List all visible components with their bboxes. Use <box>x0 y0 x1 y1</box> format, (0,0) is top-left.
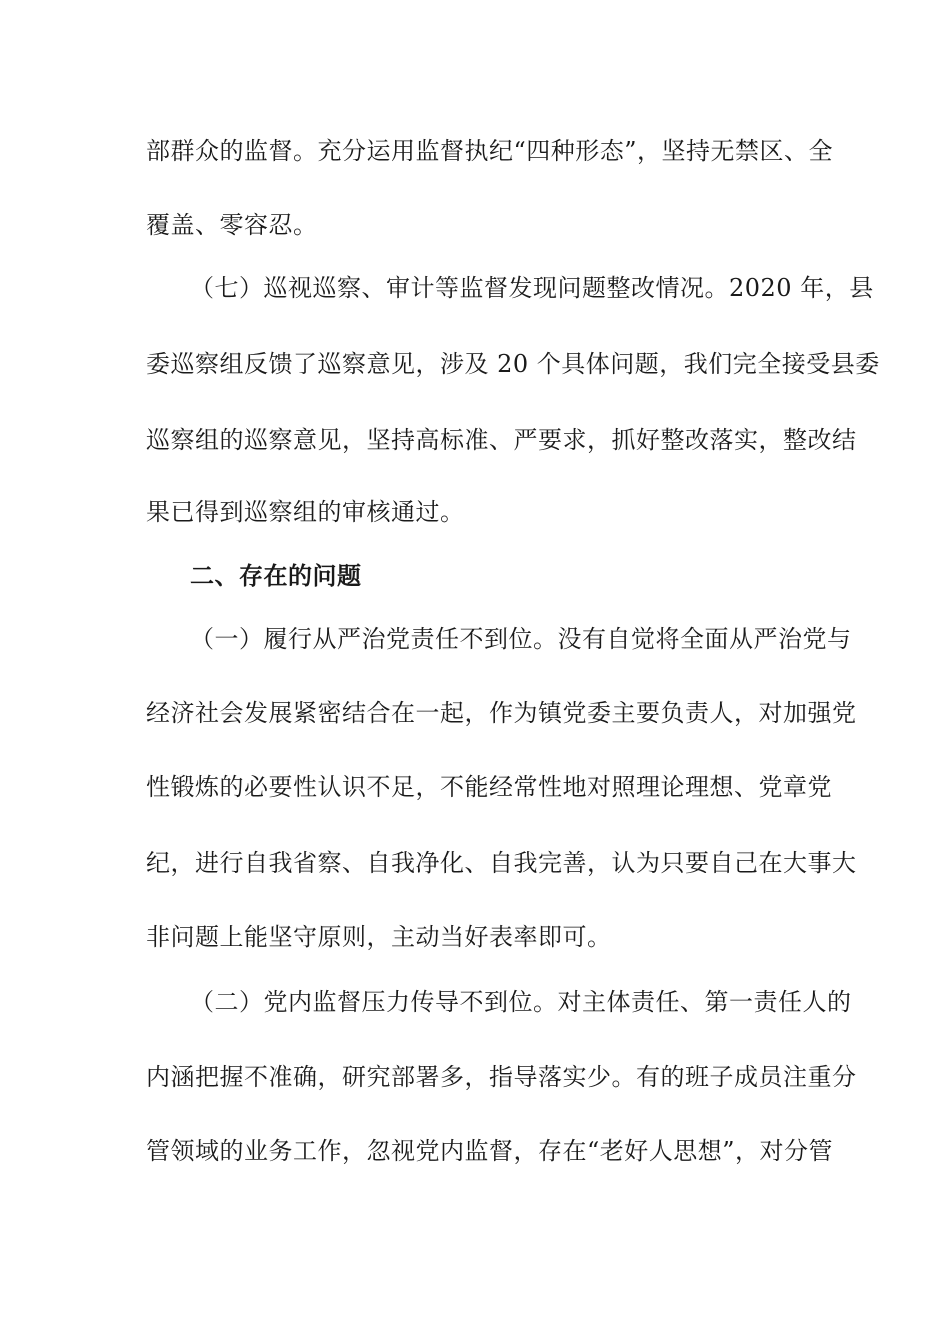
paragraph-line: （二）党内监督压力传导不到位。对主体责任、第一责任人的 <box>190 988 852 1016</box>
paragraph-line: 果已得到巡察组的审核通过。 <box>146 498 465 526</box>
paragraph-line: 内涵把握不准确，研究部署多，指导落实少。有的班子成员注重分 <box>146 1063 857 1091</box>
paragraph-line: 管领域的业务工作，忽视党内监督，存在“老好人思想”，对分管 <box>146 1137 834 1165</box>
paragraph-line: 覆盖、零容忍。 <box>146 211 318 239</box>
paragraph-line: 纪，进行自我省察、自我净化、自我完善，认为只要自己在大事大 <box>146 849 857 877</box>
paragraph-line: 部群众的监督。充分运用监督执纪“四种形态”，坚持无禁区、全 <box>146 137 834 165</box>
paragraph-line: （一）履行从严治党责任不到位。没有自觉将全面从严治党与 <box>190 625 852 653</box>
paragraph-line: 经济社会发展紧密结合在一起，作为镇党委主要负责人，对加强党 <box>146 699 857 727</box>
paragraph-line: （七）巡视巡察、审计等监督发现问题整改情况。2020 年，县 <box>190 274 874 302</box>
paragraph-line: 性锻炼的必要性认识不足，不能经常性地对照理论理想、党章党 <box>146 773 832 801</box>
paragraph-line: 非问题上能坚守原则，主动当好表率即可。 <box>146 923 612 951</box>
section-heading: 二、存在的问题 <box>190 562 362 590</box>
paragraph-line: 巡察组的巡察意见，坚持高标准、严要求，抓好整改落实，整改结 <box>146 426 857 454</box>
paragraph-line: 委巡察组反馈了巡察意见，涉及 20 个具体问题，我们完全接受县委 <box>146 350 880 378</box>
